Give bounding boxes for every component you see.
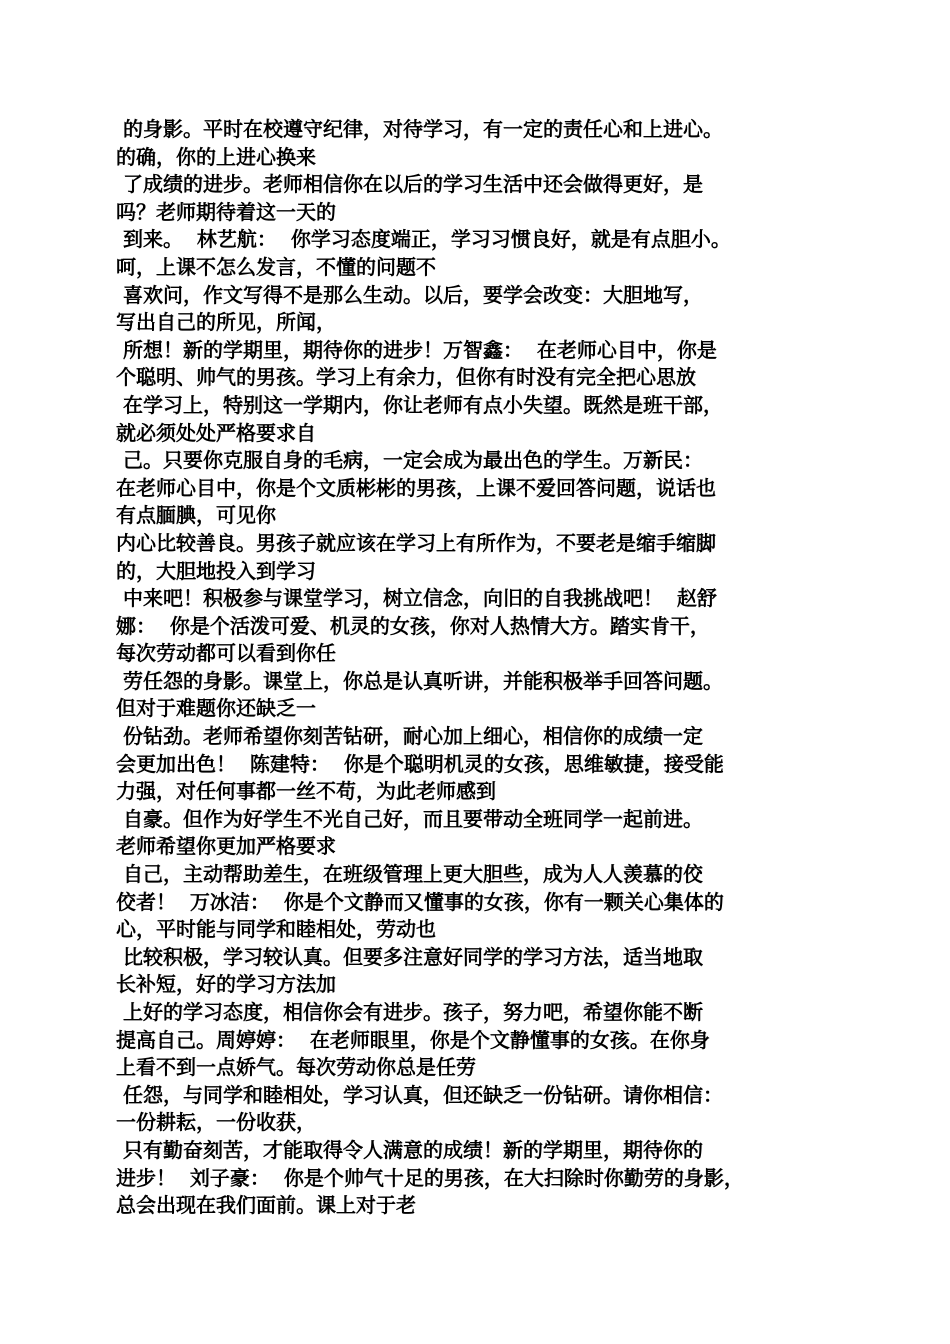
text-line: 吗？老师期待着这一天的 <box>116 199 336 224</box>
text-line: 上好的学习态度，相信你会有进步。孩子，努力吧，希望你能不断 <box>116 1000 703 1024</box>
text-line: 份钻劲。老师希望你刻苦钻研，耐心加上细心，相信你的成绩一定 <box>116 724 703 749</box>
text-line: 上看不到一点娇气。每次劳动你总是任劳 <box>116 1055 476 1080</box>
text-line: 中来吧！积极参与课堂学习，树立信念，向旧的自我挑战吧！ 赵舒 <box>116 586 717 611</box>
text-line: 在学习上，特别这一学期内，你让老师有点小失望。既然是班干部， <box>116 392 723 417</box>
text-line: 写出自己的所见，所闻， <box>116 310 336 335</box>
text-line: 佼者！ 万冰洁： 你是个文静而又懂事的女孩，你有一颗关心集体的 <box>116 889 724 914</box>
text-line: 总会出现在我们面前。课上对于老 <box>116 1193 416 1218</box>
text-line: 每次劳动都可以看到你任 <box>116 641 336 666</box>
text-line: 自豪。但作为好学生不光自己好，而且要带动全班同学一起前进。 <box>116 806 703 831</box>
text-line: 有点腼腆，可见你 <box>116 503 276 528</box>
text-line: 到来。 林艺航： 你学习态度端正，学习习惯良好，就是有点胆小。 <box>116 227 731 252</box>
text-line: 劳任怨的身影。课堂上，你总是认真听讲，并能积极举手回答问题。 <box>116 668 723 693</box>
text-line: 只有勤奋刻苦，才能取得令人满意的成绩！新的学期里，期待你的 <box>116 1137 703 1162</box>
text-line: 提高自己。周婷婷： 在老师眼里，你是个文静懂事的女孩。在你身 <box>116 1027 710 1052</box>
text-line: 心，平时能与同学和睦相处，劳动也 <box>116 917 436 942</box>
text-line: 任怨，与同学和睦相处，学习认真，但还缺乏一份钻研。请你相信： <box>116 1082 723 1107</box>
document-body-text <box>116 116 846 1220</box>
text-line: 个聪明、帅气的男孩。学习上有余力，但你有时没有完全把心思放 <box>116 365 696 390</box>
text-line: 就必须处处严格要求自 <box>116 420 316 445</box>
text-line: 老师希望你更加严格要求 <box>116 834 336 859</box>
text-line: 但对于难题你还缺乏一 <box>116 696 316 721</box>
text-line: 自己，主动帮助差生，在班级管理上更大胆些，成为人人羡慕的佼 <box>116 862 703 887</box>
text-line: 内心比较善良。男孩子就应该在学习上有所作为，不要老是缩手缩脚 <box>116 530 716 555</box>
text-line: 比较积极，学习较认真。但要多注意好同学的学习方法，适当地取 <box>116 944 703 969</box>
text-line: 会更加出色！ 陈建特： 你是个聪明机灵的女孩，思维敏捷，接受能 <box>116 751 724 776</box>
text-line: 一份耕耘，一份收获， <box>116 1110 316 1135</box>
text-line: 呵，上课不怎么发言，不懂的问题不 <box>116 254 436 279</box>
text-line: 长补短，好的学习方法加 <box>116 972 336 997</box>
text-line: 己。只要你克服自身的毛病，一定会成为最出色的学生。万新民： <box>116 448 703 473</box>
text-line: 的确，你的上进心换来 <box>116 144 316 169</box>
text-line: 进步！ 刘子豪： 你是个帅气十足的男孩，在大扫除时你勤劳的身影， <box>116 1165 744 1190</box>
text-line: 喜欢问，作文写得不是那么生动。以后，要学会改变：大胆地写， <box>116 282 703 307</box>
text-line: 力强，对任何事都一丝不苟，为此老师感到 <box>116 779 496 804</box>
text-line: 的身影。平时在校遵守纪律，对待学习，有一定的责任心和上进心。 <box>116 117 723 141</box>
text-line: 在老师心目中，你是个文质彬彬的男孩，上课不爱回答问题，说话也 <box>116 475 716 500</box>
text-line: 娜： 你是个活泼可爱、机灵的女孩，你对人热情大方。踏实肯干， <box>116 613 710 638</box>
text-line: 的，大胆地投入到学习 <box>116 558 316 583</box>
text-line: 所想！新的学期里，期待你的进步！万智鑫： 在老师心目中，你是 <box>116 337 717 362</box>
text-line: 了成绩的进步。老师相信你在以后的学习生活中还会做得更好，是 <box>116 172 703 197</box>
